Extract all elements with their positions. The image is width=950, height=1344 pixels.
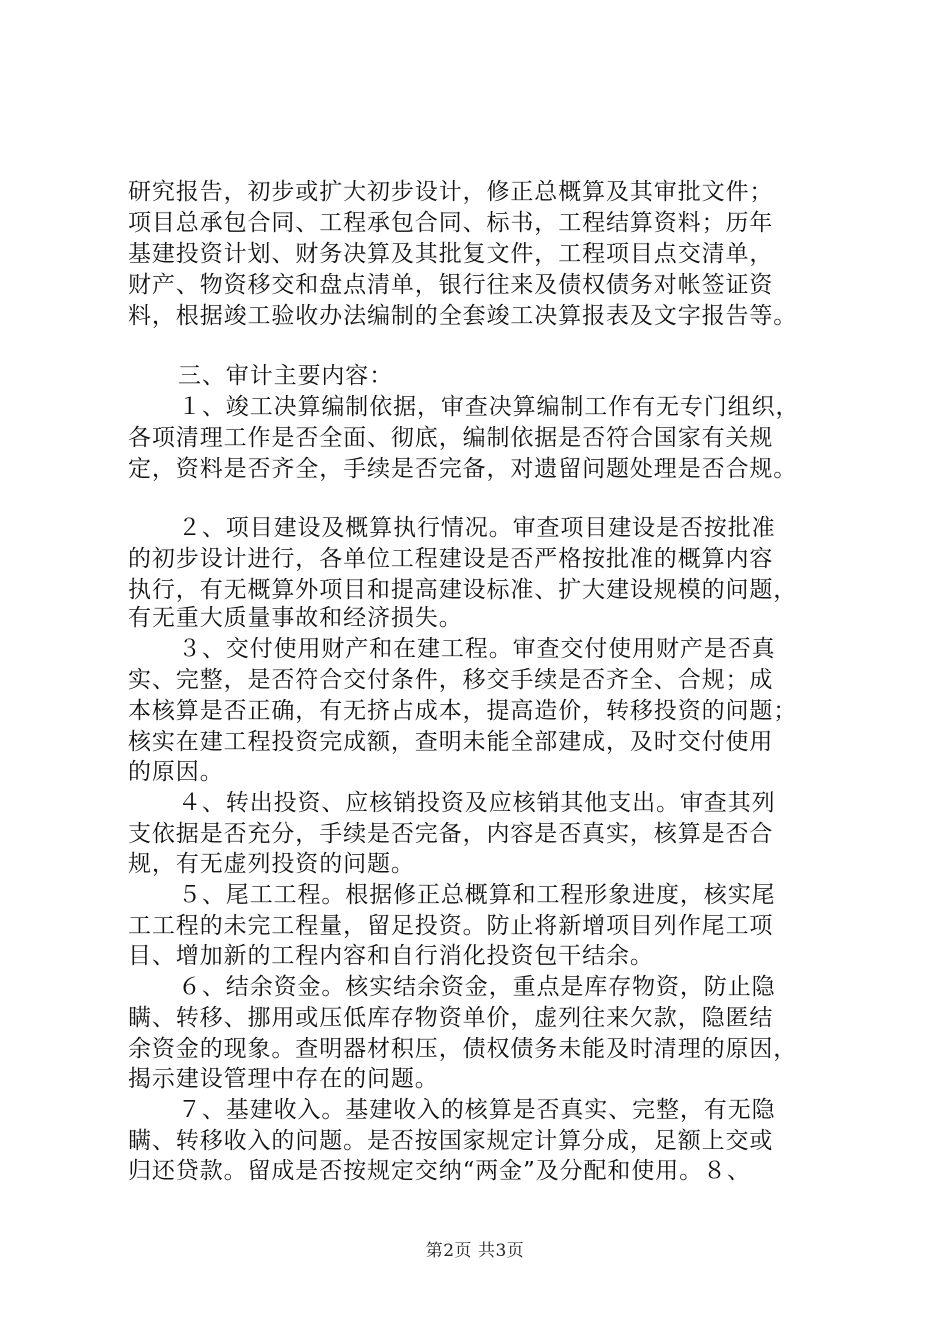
text-line: 基建投资计划、财务决算及其批复文件，工程项目点交清单， bbox=[128, 241, 774, 267]
text-line: 各项清理工作是否全面、彻底，编制依据是否符合国家有关规 bbox=[128, 425, 774, 451]
text-line: ５、尾工工程。根据修正总概算和工程形象进度，核实尾 bbox=[178, 882, 776, 908]
text-line: 揭示建设管理中存在的问题。 bbox=[128, 1066, 439, 1092]
text-line: 的初步设计进行，各单位工程建设是否严格按批准的概算内容 bbox=[128, 546, 774, 572]
text-line: 核实在建工程投资完成额，查明未能全部建成，及时交付使用 bbox=[128, 729, 774, 755]
text-line: 规，有无虚列投资的问题。 bbox=[128, 851, 415, 877]
text-line: 定，资料是否齐全，手续是否完备，对遗留问题处理是否合规。 bbox=[128, 456, 798, 482]
text-line: 的原因。 bbox=[128, 759, 224, 785]
text-line: 目、增加新的工程内容和自行消化投资包干结余。 bbox=[128, 943, 654, 969]
text-line: １、竣工决算编制依据，审查决算编制工作有无专门组织， bbox=[178, 394, 800, 420]
text-line: 瞒、转移、挪用或压低库存物资单价，虚列往来欠款，隐匿结 bbox=[128, 1005, 774, 1031]
page-number-footer: 第2页 共3页 bbox=[425, 1241, 525, 1261]
text-line: 执行，有无概算外项目和提高建设标准、扩大建设规模的问题， bbox=[128, 577, 798, 603]
text-line: 余资金的现象。查明器材积压，债权债务未能及时清理的原因， bbox=[128, 1036, 798, 1062]
text-line: 项目总承包合同、工程承包合同、标书，工程结算资料；历年 bbox=[128, 210, 774, 236]
text-line: 料，根据竣工验收办法编制的全套竣工决算报表及文字报告等。 bbox=[128, 303, 798, 329]
text-line: 瞒、转移收入的问题。是否按国家规定计算分成，足额上交或 bbox=[128, 1128, 774, 1154]
text-line: 支依据是否充分，手续是否完备，内容是否真实，核算是否合 bbox=[128, 821, 774, 847]
text-line: 有无重大质量事故和经济损失。 bbox=[128, 605, 463, 631]
text-line: 研究报告，初步或扩大初步设计，修正总概算及其审批文件； bbox=[128, 179, 774, 205]
text-line: ４、转出投资、应核销投资及应核销其他支出。审查其列 bbox=[178, 790, 776, 816]
section-heading: 三、审计主要内容： bbox=[178, 363, 394, 389]
text-line: ２、项目建设及概算执行情况。审查项目建设是否按批准 bbox=[178, 515, 776, 541]
text-line: 工工程的未完工程量，留足投资。防止将新增项目列作尾工项 bbox=[128, 913, 774, 939]
text-line: 本核算是否正确，有无挤占成本，提高造价，转移投资的问题； bbox=[128, 698, 798, 724]
text-line: 归还贷款。留成是否按规定交纳“两金”及分配和使用。８、 bbox=[128, 1158, 751, 1184]
text-line: ７、基建收入。基建收入的核算是否真实、完整，有无隐 bbox=[178, 1097, 776, 1123]
text-line: ３、交付使用财产和在建工程。审查交付使用财产是否真 bbox=[178, 636, 776, 662]
text-line: 财产、物资移交和盘点清单，银行往来及债权债务对帐签证资 bbox=[128, 272, 774, 298]
text-line: ６、结余资金。核实结余资金，重点是库存物资，防止隐 bbox=[178, 974, 776, 1000]
text-line: 实、完整，是否符合交付条件，移交手续是否齐全、合规；成 bbox=[128, 667, 774, 693]
